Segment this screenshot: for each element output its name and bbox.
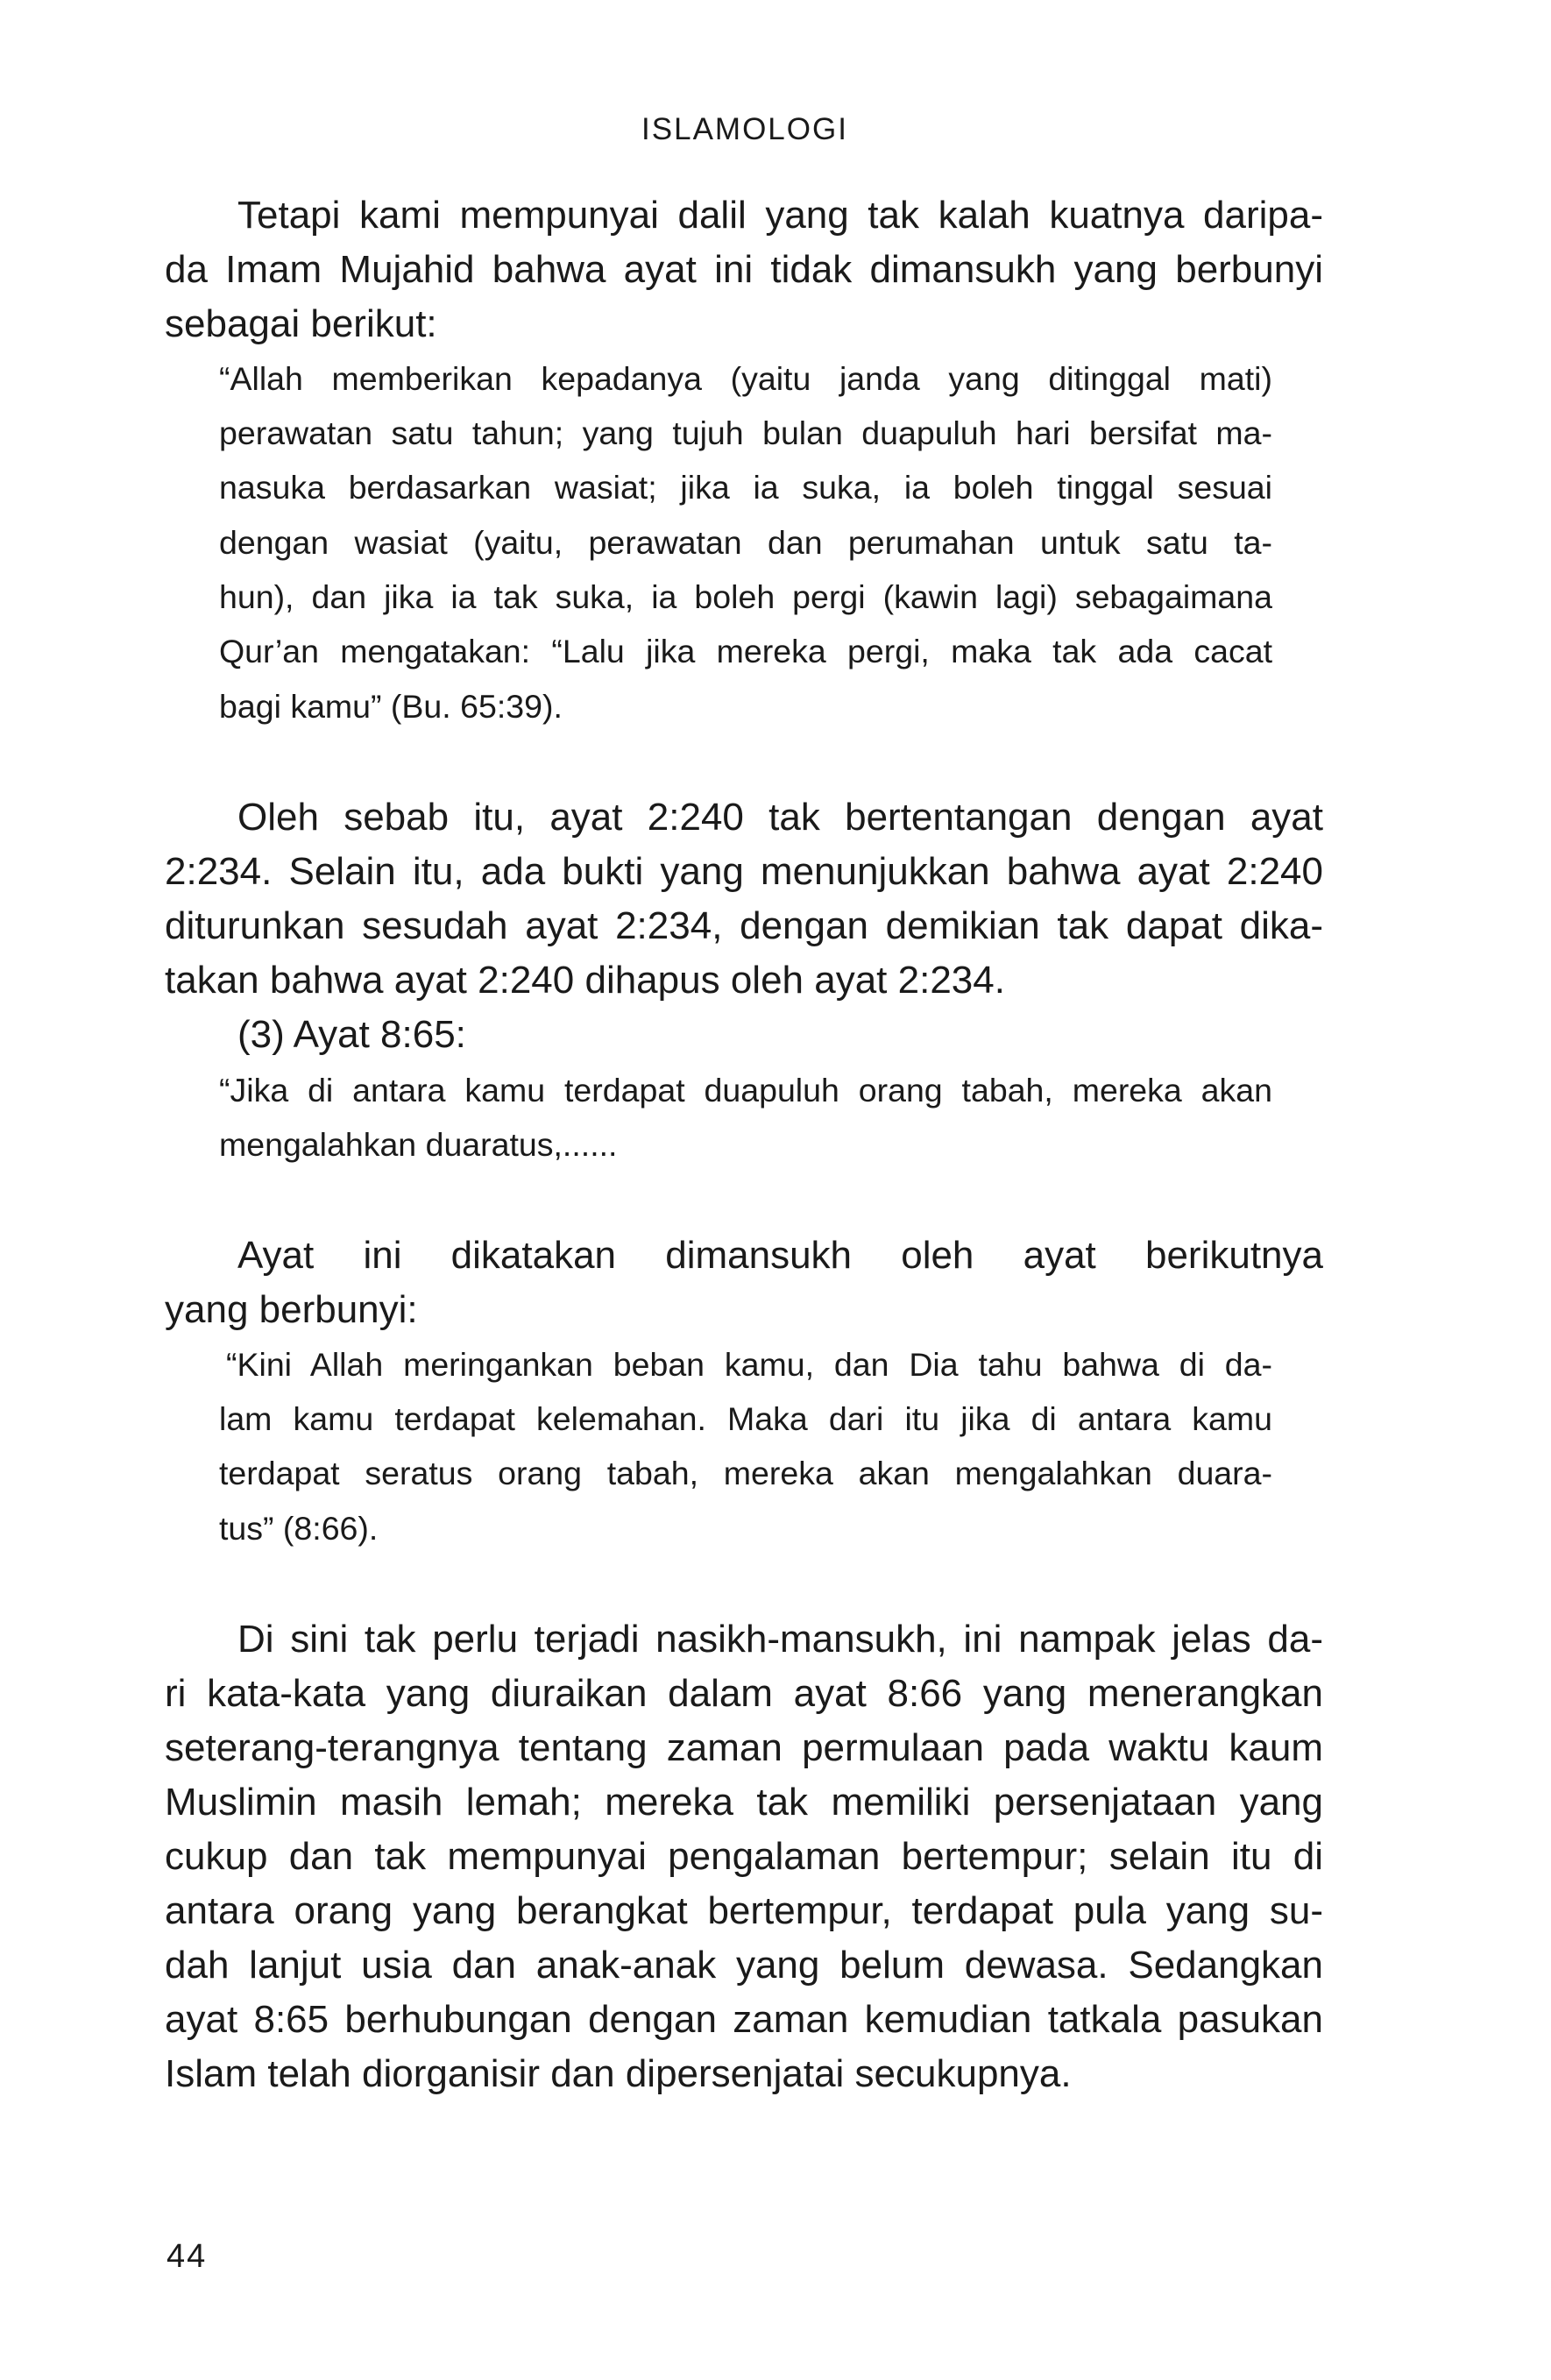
body-text-line: dah lanjut usia dan anak-anak yang belum dewasa. Sedangkan (165, 1944, 1323, 1987)
body-text-line: Di sini tak perlu terjadi nasikh-mansukh, ini nampak jelas da- (237, 1618, 1323, 1661)
quote-text-line: tus” (8:66). (219, 1510, 379, 1547)
running-header: ISLAMOLOGI (641, 112, 848, 146)
quote-text-line: “Allah memberikan kepadanya (yaitu janda yang ditinggal mati) (219, 360, 1272, 397)
quote-text-line: bagi kamu” (Bu. 65:39). (219, 688, 563, 725)
body-text-line: ri kata-kata yang diuraikan dalam ayat 8:66 yang menerangkan (165, 1672, 1323, 1715)
body-text-line: yang berbunyi: (165, 1288, 418, 1331)
quote-text-line: mengalahkan duaratus,...... (219, 1126, 618, 1163)
quote-text-line: dengan wasiat (yaitu, perawatan dan perumahan untuk satu ta- (219, 524, 1272, 561)
body-text-line: ayat 8:65 berhubungan dengan zaman kemudian tatkala pasukan (165, 1998, 1323, 2041)
body-text-line: sebagai berikut: (165, 302, 437, 345)
body-text-line: Ayat ini dikatakan dimansukh oleh ayat berikutnya (237, 1234, 1323, 1277)
quote-text-line: nasuka berdasarkan wasiat; jika ia suka, ia boleh tinggal sesuai (219, 469, 1272, 506)
quote-text-line: “Kini Allah meringankan beban kamu, dan Dia tahu bahwa di da- (226, 1346, 1272, 1383)
quote-text-line: “Jika di antara kamu terdapat duapuluh orang tabah, mereka akan (219, 1072, 1272, 1109)
body-text-line: Muslimin masih lemah; mereka tak memiliki persenjataan yang (165, 1781, 1323, 1824)
body-text-line: Oleh sebab itu, ayat 2:240 tak bertentangan dengan ayat (237, 796, 1323, 839)
quote-text-line: terdapat seratus orang tabah, mereka akan mengalahkan duara- (219, 1455, 1272, 1491)
quote-text-line: lam kamu terdapat kelemahan. Maka dari itu jika di antara kamu (219, 1400, 1272, 1437)
page-number: 44 (166, 2238, 208, 2275)
body-text-line: seterang-terangnya tentang zaman permulaan pada waktu kaum (165, 1726, 1323, 1769)
body-text-line: takan bahwa ayat 2:240 dihapus oleh ayat 2:234. (165, 959, 1005, 1002)
body-text-line: Tetapi kami mempunyai dalil yang tak kalah kuatnya daripa- (237, 194, 1323, 237)
quote-text-line: hun), dan jika ia tak suka, ia boleh pergi (kawin lagi) sebagaimana (219, 578, 1272, 615)
body-text-line: da Imam Mujahid bahwa ayat ini tidak dimansukh yang berbunyi (165, 248, 1323, 291)
body-text-line: 2:234. Selain itu, ada bukti yang menunjukkan bahwa ayat 2:240 (165, 850, 1323, 893)
body-text-line: Islam telah diorganisir dan dipersenjatai secukupnya. (165, 2052, 1072, 2095)
body-text-line: cukup dan tak mempunyai pengalaman bertempur; selain itu di (165, 1835, 1323, 1878)
body-text-line: antara orang yang berangkat bertempur, terdapat pula yang su- (165, 1889, 1323, 1932)
quote-text-line: perawatan satu tahun; yang tujuh bulan duapuluh hari bersifat ma- (219, 414, 1272, 451)
body-text-line: (3) Ayat 8:65: (237, 1013, 466, 1056)
quote-text-line: Qur’an mengatakan: “Lalu jika mereka pergi, maka tak ada cacat (219, 633, 1272, 669)
body-text-line: diturunkan sesudah ayat 2:234, dengan demikian tak dapat dika- (165, 904, 1323, 947)
